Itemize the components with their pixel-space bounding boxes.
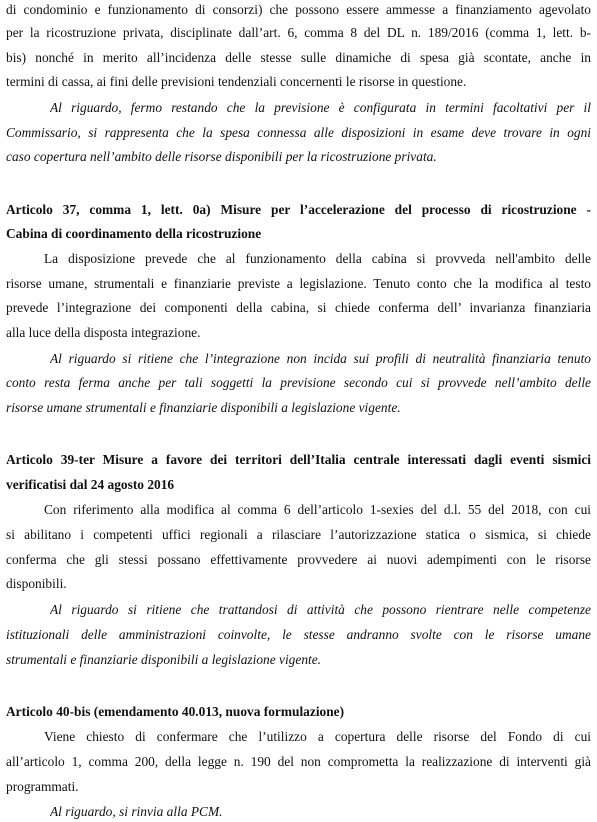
section-heading: verificatisi dal 24 agosto 2016 <box>6 477 175 492</box>
paragraph-line: termini di cassa, ai fini delle previsioni tendenziali concernenti le risorse in questione. <box>6 74 467 89</box>
reply-line: Al riguardo si ritiene che trattandosi di attività che possono rientrare nelle competenze <box>50 602 591 617</box>
paragraph-line: prevede l’integrazione dei componenti della cabina, si chiede conferma dell’ invarianza finanziaria <box>6 300 591 315</box>
paragraph-line: disponibili. <box>6 576 67 591</box>
reply-line: istituzionali delle amministrazioni coinvolte, le stesse andranno svolte con le risorse umane <box>6 627 591 642</box>
reply-line: Al riguardo si ritiene che l’integrazione non incida sui profili di neutralità finanziaria tenuto <box>50 351 591 366</box>
reply-line: caso copertura nell’ambito delle risorse disponibili per la ricostruzione privata. <box>6 149 437 164</box>
paragraph-line: conferma che gli stessi possano effettivamente provvedere ai nuovi adempimenti con le risorse <box>6 552 591 567</box>
paragraph-line: programmati. <box>6 779 79 794</box>
paragraph-line: bis) nonché in merito all’incidenza delle stesse sulle dinamiche di spesa già scontate, anche in <box>6 50 591 65</box>
reply-line: Al riguardo, si rinvia alla PCM. <box>50 804 223 819</box>
reply-line: conto resta ferma anche per tali soggetti la previsione secondo cui si provvede nell’ambito delle <box>6 375 591 390</box>
section-heading: Articolo 40-bis (emendamento 40.013, nuova formulazione) <box>6 704 345 719</box>
paragraph-line: risorse umane, strumentali e finanziarie previste a legislazione. Tenuto conto che la modifica al testo <box>6 276 591 291</box>
reply-line: Commissario, si rappresenta che la spesa connessa alle disposizioni in esame deve trovare in ogni <box>6 125 591 140</box>
paragraph-line: Viene chiesto di confermare che l’utilizzo a copertura delle risorse del Fondo di cui <box>44 729 591 744</box>
paragraph-line: all’articolo 1, comma 200, della legge n. 190 del non comprometta la realizzazione di interventi già <box>6 754 591 769</box>
reply-line: risorse umane strumentali e finanziarie disponibili a legislazione vigente. <box>6 400 401 415</box>
paragraph-line: di condominio e funzionamento di consorzi) che possono essere ammesse a finanziamento agevolato <box>6 2 591 17</box>
section-heading: Articolo 37, comma 1, lett. 0a) Misure per l’accelerazione del processo di ricostruzione - <box>6 202 591 217</box>
reply-line: Al riguardo, fermo restando che la previsione è configurata in termini facoltativi per il <box>50 100 591 115</box>
paragraph-line: Con riferimento alla modifica al comma 6 dell’articolo 1-sexies del d.l. 55 del 2018, con cui <box>44 502 591 517</box>
paragraph-line: si abilitano i competenti uffici regionali a rilasciare l’autorizzazione statica o sismica, si chiede <box>6 527 591 542</box>
section-heading: Cabina di coordinamento della ricostruzione <box>6 226 262 241</box>
paragraph-line: per la ricostruzione privata, disciplinate dall’art. 6, comma 8 del DL n. 189/2016 (comma 1, lett. b- <box>6 25 591 40</box>
paragraph-line: La disposizione prevede che al funzionamento della cabina si provveda nell'ambito delle <box>44 251 591 266</box>
paragraph-line: alla luce della disposta integrazione. <box>6 325 201 340</box>
reply-line: strumentali e finanziarie disponibili a legislazione vigente. <box>6 652 322 667</box>
section-heading: Articolo 39-ter Misure a favore dei territori dell’Italia centrale interessati dagli eventi sismici <box>6 452 591 467</box>
